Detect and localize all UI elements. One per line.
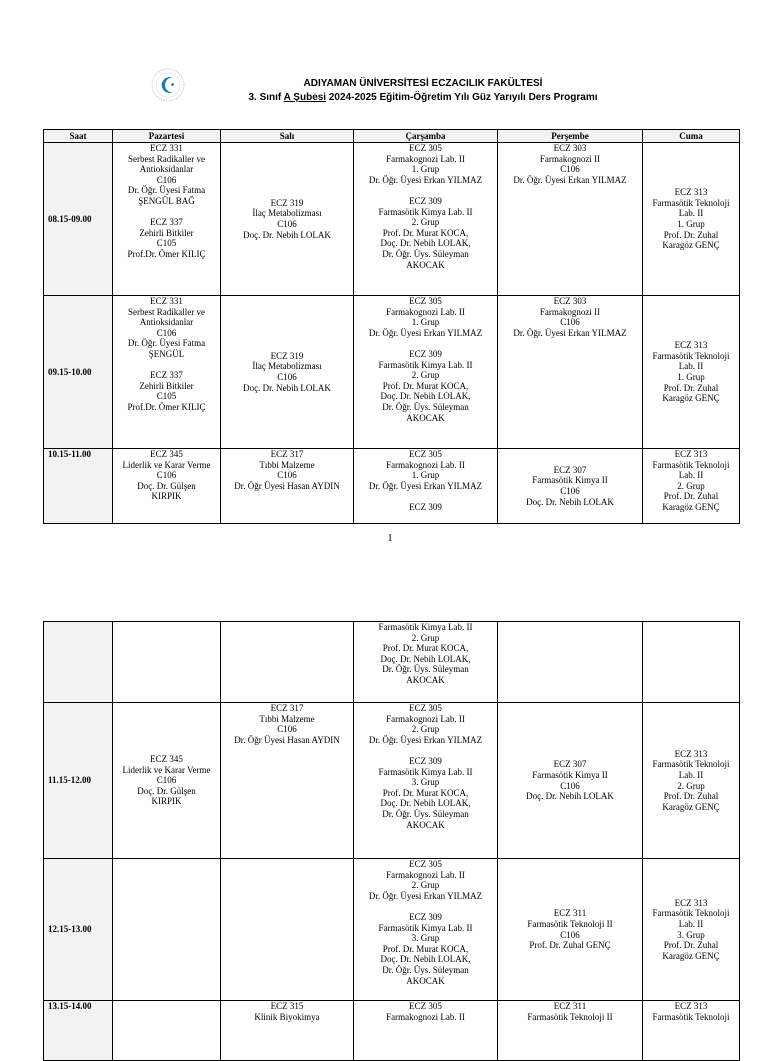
time-cell: 10.15-11.00 xyxy=(44,449,113,524)
course-cell xyxy=(498,622,643,703)
cell-line: Farmakognozi Lab. II xyxy=(386,869,465,880)
cell-line: ŞENGÜL BAĞ xyxy=(138,195,195,206)
time-cell: 09.15-10.00 xyxy=(44,296,113,449)
cell-line: ECZ 309 xyxy=(409,501,442,512)
cell-line: AKOCAK xyxy=(406,975,445,986)
course-cell xyxy=(113,622,221,703)
cell-line: Farmakognozi Lab. II xyxy=(386,459,465,470)
cell-line: Klinik Biyokimya xyxy=(254,1011,320,1022)
cell-line: 1. Grup xyxy=(677,372,705,382)
cell-line: AKOCAK xyxy=(406,412,445,423)
cell-line: Farmasötik Kimya Lab. II xyxy=(378,359,473,370)
cell-line: C105 xyxy=(156,238,177,249)
course-cell xyxy=(221,296,354,449)
cell-line: ECZ 319 xyxy=(270,197,304,208)
cell-line: ECZ 313 xyxy=(674,449,708,459)
cell-line: Liderlik ve Karar Verme xyxy=(122,764,211,775)
cell-line: Prof. Dr. Zuhal xyxy=(663,791,719,802)
cell-line: AKOCAK xyxy=(406,819,445,830)
cell-line: Farmasötik Teknoloji xyxy=(652,350,730,361)
course-cell xyxy=(498,449,643,524)
cell-line: Farmasötik Kimya Lab. II xyxy=(378,766,473,777)
course-cell xyxy=(643,449,740,524)
cell-line: C106 xyxy=(277,470,297,481)
course-cell xyxy=(354,296,498,449)
cell-line: ECZ 303 xyxy=(553,296,587,306)
cell-line: Doç. Dr. Nebih LOLAK, xyxy=(380,954,471,965)
cell-line: Dr. Öğr. Üys. Süleyman xyxy=(382,401,469,412)
cell-line: ECZ 309 xyxy=(409,195,442,206)
cell-line: Karagöz GENÇ xyxy=(662,240,720,251)
cell-line: Farmasötik Teknoloji xyxy=(652,197,730,208)
table-row xyxy=(44,622,740,703)
cell-line: Dr. Öğr. Üys. Süleyman xyxy=(382,808,469,819)
cell-line: Prof. Dr. Zuhal GENÇ xyxy=(529,940,611,951)
table-row xyxy=(44,859,740,1001)
cell-line: Prof. Dr. Zuhal xyxy=(663,382,719,393)
cell-line: Karagöz GENÇ xyxy=(662,801,720,812)
cell-line: 3. Grup xyxy=(411,933,440,944)
course-cell xyxy=(354,1001,498,1061)
course-cell xyxy=(498,296,643,449)
cell-line: Karagöz GENÇ xyxy=(662,950,720,961)
course-cell xyxy=(354,859,498,1001)
cell-line: C106 xyxy=(560,929,580,940)
column-header-saat: Saat xyxy=(44,130,113,143)
cell-line: Karagöz GENÇ xyxy=(662,393,720,404)
cell-line: ECZ 313 xyxy=(674,897,708,908)
time-cell: 08.15-09.00 xyxy=(44,143,113,296)
cell-line: Doç. Dr. Nebih LOLAK xyxy=(526,791,614,802)
cell-line: Serbest Radikaller ve xyxy=(128,306,205,317)
program-title: 3. Sınıf A Şubesi 2024-2025 Eğitim-Öğretim Yılı Güz Yarıyılı Ders Programı xyxy=(248,92,598,103)
cell-line: ECZ 313 xyxy=(674,1001,708,1011)
cell-line: Prof. Dr. Zuhal xyxy=(663,940,719,951)
cell-line: Farmasötik Kimya Lab. II xyxy=(378,206,473,217)
course-cell xyxy=(221,622,354,703)
schedule-table-page-2 xyxy=(43,621,740,1061)
cell-line: Prof. Dr. Murat KOCA, xyxy=(382,643,469,654)
course-cell xyxy=(354,143,498,296)
cell-line: C106 xyxy=(560,486,580,496)
cell-line: ECZ 337 xyxy=(150,217,183,228)
cell-line: Prof. Dr. Murat KOCA, xyxy=(382,380,469,391)
course-cell xyxy=(113,296,221,449)
cell-line: ECZ 317 xyxy=(270,703,304,713)
cell-line: KIRPIK xyxy=(151,796,182,807)
course-cell xyxy=(221,703,354,859)
course-cell xyxy=(643,143,740,296)
cell-line: Farmasötik Teknoloji xyxy=(652,1011,730,1022)
course-cell xyxy=(354,622,498,703)
cell-line: ECZ 305 xyxy=(409,1001,442,1011)
cell-line: Prof. Dr. Murat KOCA, xyxy=(382,943,469,954)
time-cell: 13.15-14.00 xyxy=(44,1001,113,1061)
time-cell: 11.15-12.00 xyxy=(44,703,113,859)
cell-line: ECZ 317 xyxy=(270,449,304,459)
cell-line: Dr. Öğr. Üyesi Fatma xyxy=(127,338,206,349)
cell-line: Dr. Öğr. Üyesi Fatma xyxy=(127,185,206,196)
cell-line: KIRPIK xyxy=(151,491,182,502)
cell-line: Farmasötik Kimya Lab. II xyxy=(378,922,473,933)
table-row xyxy=(44,449,740,524)
course-cell xyxy=(113,859,221,1001)
cell-line: Farmasötik Kimya II xyxy=(532,475,608,486)
course-cell xyxy=(221,449,354,524)
cell-line: ECZ 305 xyxy=(409,449,442,459)
cell-line: Farmakognozi Lab. II xyxy=(386,306,465,317)
table-row xyxy=(44,703,740,859)
course-cell xyxy=(643,1001,740,1061)
cell-line: ECZ 319 xyxy=(270,350,304,361)
cell-line: Serbest Radikaller ve xyxy=(128,153,205,164)
cell-line: Lab. II xyxy=(678,918,704,929)
cell-line: İlaç Metabolizması xyxy=(252,361,322,372)
line-gap xyxy=(114,207,219,218)
course-cell xyxy=(113,703,221,859)
course-cell xyxy=(113,143,221,296)
cell-line: C106 xyxy=(560,780,580,791)
cell-line: 1. Grup xyxy=(411,317,440,328)
line-gap xyxy=(355,491,496,502)
cell-line: ECZ 309 xyxy=(409,755,442,766)
cell-line: ECZ 315 xyxy=(270,1001,304,1011)
column-header-cuma: Cuma xyxy=(643,130,740,143)
cell-line: ECZ 313 xyxy=(674,187,708,198)
cell-line: Lab. II xyxy=(678,470,704,481)
cell-line: ECZ 303 xyxy=(553,143,587,153)
table-row xyxy=(44,296,740,449)
cell-line: 2. Grup xyxy=(411,632,440,643)
cell-line: 1. Grup xyxy=(411,164,440,175)
cell-line: Prof.Dr. Ömer KILIÇ xyxy=(127,401,206,412)
cell-line: ECZ 331 xyxy=(150,143,183,153)
cell-line: Lab. II xyxy=(678,208,704,219)
cell-line: ŞENGÜL xyxy=(148,348,185,359)
cell-line: ECZ 313 xyxy=(674,340,708,351)
cell-line: AKOCAK xyxy=(406,674,445,685)
cell-line: Doç. Dr. Gülşen xyxy=(137,480,196,491)
cell-line: C106 xyxy=(277,219,297,229)
course-cell xyxy=(498,859,643,1001)
cell-line: Farmasötik Kimya II xyxy=(532,769,608,780)
cell-line: ECZ 331 xyxy=(150,296,183,306)
cell-line: 2. Grup xyxy=(411,724,440,735)
cell-line: C105 xyxy=(156,391,177,402)
cell-line: Antioksidanlar xyxy=(139,317,194,328)
cell-line: Farmasötik Teknoloji xyxy=(652,459,730,470)
cell-line: ECZ 309 xyxy=(409,911,442,922)
cell-line: Tıbbi Malzeme xyxy=(259,713,315,724)
schedule-table-page-1 xyxy=(43,129,740,524)
cell-line: 1. Grup xyxy=(411,470,440,481)
cell-line: Dr. Öğr. Üyesi Erkan YILMAZ xyxy=(368,734,483,745)
line-gap xyxy=(114,360,219,371)
cell-line: Doç. Dr. Gülşen xyxy=(137,785,196,796)
cell-line: C106 xyxy=(156,775,177,786)
cell-line: ECZ 311 xyxy=(553,908,587,919)
cell-line: 2. Grup xyxy=(677,780,705,791)
table-row xyxy=(44,143,740,296)
cell-line: Doç. Dr. Nebih LOLAK, xyxy=(380,653,471,664)
cell-line: Zehirli Bitkiler xyxy=(139,380,194,391)
cell-line: Lab. II xyxy=(678,769,704,780)
cell-line: Dr. Öğr. Üys. Süleyman xyxy=(382,664,469,675)
course-cell xyxy=(643,622,740,703)
cell-line: 3. Grup xyxy=(411,777,440,788)
course-cell xyxy=(498,703,643,859)
cell-line: ECZ 345 xyxy=(150,449,183,459)
faculty-title: ADIYAMAN ÜNİVERSİTESİ ECZACILIK FAKÜLTESİ xyxy=(303,78,543,89)
cell-line: C106 xyxy=(277,724,297,735)
line-gap xyxy=(355,745,496,756)
cell-line: Doç. Dr. Nebih LOLAK xyxy=(243,382,331,393)
page-number: 1 xyxy=(387,532,393,544)
cell-line: ECZ 305 xyxy=(409,703,442,713)
course-cell xyxy=(643,703,740,859)
cell-line: Dr. Öğr. Üyesi Erkan YILMAZ xyxy=(513,327,627,338)
cell-line: ECZ 305 xyxy=(409,859,442,869)
cell-line: Farmakognozi II xyxy=(539,153,601,164)
cell-line: 3. Grup xyxy=(677,929,705,940)
cell-line: 2. Grup xyxy=(411,370,440,381)
course-cell xyxy=(113,449,221,524)
cell-line: Dr. Öğr. Üyesi Erkan YILMAZ xyxy=(368,480,483,491)
cell-line: Prof. Dr. Zuhal xyxy=(663,491,719,502)
cell-line: ECZ 309 xyxy=(409,348,442,359)
cell-line: ECZ 305 xyxy=(409,296,442,306)
cell-line: ECZ 311 xyxy=(553,1001,587,1011)
cell-line: Doç. Dr. Nebih LOLAK xyxy=(243,229,331,240)
course-cell xyxy=(643,859,740,1001)
cell-line: Dr. Öğr. Üyesi Erkan YILMAZ xyxy=(513,174,627,185)
line-gap xyxy=(355,901,496,912)
cell-line: Prof. Dr. Murat KOCA, xyxy=(382,787,469,798)
cell-line: Dr. Öğr. Üyesi Erkan YILMAZ xyxy=(368,327,483,338)
cell-line: Dr. Öğr. Üyesi Erkan YILMAZ xyxy=(368,174,483,185)
cell-line: Farmasötik Teknoloji II xyxy=(527,1011,613,1022)
cell-line: Farmakognozi II xyxy=(539,306,601,317)
cell-line: ECZ 345 xyxy=(150,754,183,765)
course-cell xyxy=(113,1001,221,1061)
cell-line: Dr. Öğr. Üys. Süleyman xyxy=(382,964,469,975)
cell-line: Prof. Dr. Zuhal xyxy=(663,229,719,240)
cell-line: 2. Grup xyxy=(411,880,440,891)
line-gap xyxy=(355,338,496,349)
cell-line: Dr. Öğr Üyesi Hasan AYDIN xyxy=(234,480,340,491)
cell-line: Karagöz GENÇ xyxy=(662,501,720,512)
cell-line: C106 xyxy=(277,372,297,382)
cell-line: Prof.Dr. Ömer KILIÇ xyxy=(127,248,206,259)
cell-line: Prof. Dr. Murat KOCA, xyxy=(382,227,469,238)
cell-line: ECZ 307 xyxy=(553,759,587,770)
cell-line: C106 xyxy=(560,164,580,175)
cell-line: Dr. Öğr. Üys. Süleyman xyxy=(382,248,469,259)
table-header-row xyxy=(44,130,740,143)
course-cell xyxy=(354,703,498,859)
cell-line: Doç. Dr. Nebih LOLAK, xyxy=(380,238,471,249)
time-cell xyxy=(44,622,113,703)
course-cell xyxy=(643,296,740,449)
cell-line: Farmasötik Teknoloji xyxy=(652,908,730,919)
cell-line: ECZ 337 xyxy=(150,370,183,381)
cell-line: 2. Grup xyxy=(411,217,440,228)
cell-line: AKOCAK xyxy=(406,259,445,270)
course-cell xyxy=(498,1001,643,1061)
cell-line: 2. Grup xyxy=(677,480,705,491)
cell-line: ECZ 307 xyxy=(553,464,587,475)
cell-line: C106 xyxy=(560,317,580,328)
course-cell xyxy=(221,143,354,296)
column-header-sali: Salı xyxy=(221,130,354,143)
cell-line: Doç. Dr. Nebih LOLAK xyxy=(526,496,614,507)
table-row xyxy=(44,1001,740,1061)
cell-line: ECZ 305 xyxy=(409,143,442,153)
line-gap xyxy=(355,185,496,196)
cell-line: C106 xyxy=(156,327,177,338)
cell-line: 1. Grup xyxy=(677,219,705,229)
cell-line: Doç. Dr. Nebih LOLAK, xyxy=(380,798,471,809)
time-cell: 12.15-13.00 xyxy=(44,859,113,1001)
cell-line: Doç. Dr. Nebih LOLAK, xyxy=(380,391,471,402)
cell-line: Farmakognozi Lab. II xyxy=(386,153,465,164)
cell-line: ECZ 313 xyxy=(674,748,708,759)
cell-line: Antioksidanlar xyxy=(139,164,194,175)
section-name: A Şubesi xyxy=(283,92,327,103)
column-header-pazartesi: Pazartesi xyxy=(113,130,221,143)
cell-line: Liderlik ve Karar Verme xyxy=(122,459,211,470)
column-header-persembe: Perşembe xyxy=(498,130,643,143)
course-cell xyxy=(354,449,498,524)
cell-line: Farmasötik Kimya Lab. II xyxy=(378,622,473,632)
course-cell xyxy=(221,1001,354,1061)
cell-line: Farmasötik Teknoloji xyxy=(652,759,730,770)
cell-line: C106 xyxy=(156,174,177,185)
column-header-carsamba: Çarşamba xyxy=(354,130,498,143)
cell-line: C106 xyxy=(156,470,177,481)
cell-line: Zehirli Bitkiler xyxy=(139,227,194,238)
cell-line: Farmasötik Teknoloji II xyxy=(527,918,613,929)
cell-line: Lab. II xyxy=(678,361,704,372)
cell-line: Farmakognozi Lab. II xyxy=(386,713,465,724)
course-cell xyxy=(498,143,643,296)
cell-line: Dr. Öğr. Üyesi Erkan YILMAZ xyxy=(368,890,483,901)
cell-line: Dr. Öğr Üyesi Hasan AYDIN xyxy=(234,734,340,745)
course-cell xyxy=(221,859,354,1001)
cell-line: İlaç Metabolizması xyxy=(252,208,322,219)
cell-line: Farmakognozi Lab. II xyxy=(386,1011,465,1022)
cell-line: Tıbbi Malzeme xyxy=(259,459,315,470)
